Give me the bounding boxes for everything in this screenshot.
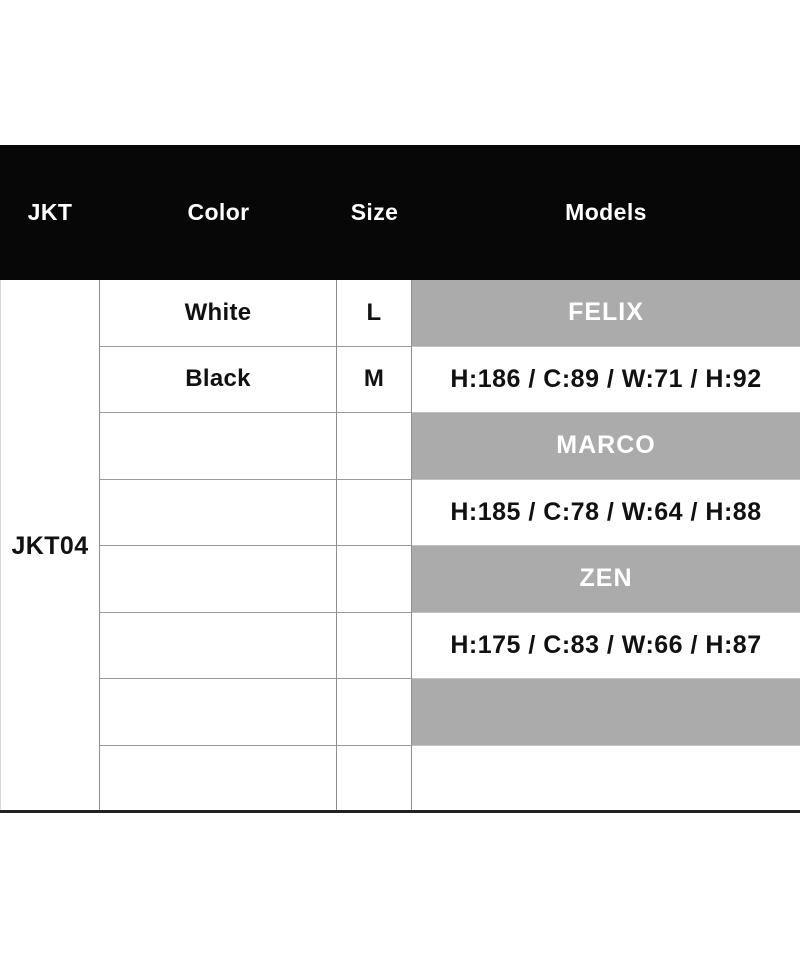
color-cell — [100, 746, 336, 813]
table-bottom-rule — [0, 810, 800, 813]
header-cell-jkt: JKT — [27, 199, 73, 225]
color-cell: White — [100, 280, 336, 347]
models-column — [412, 280, 800, 812]
color-cell: Black — [100, 347, 336, 414]
size-cell — [337, 613, 411, 680]
color-column — [100, 280, 337, 812]
model-measurements: H:186 / C:89 / W:71 / H:92 — [412, 347, 800, 414]
size-cell: M — [337, 347, 411, 414]
size-cell: L — [337, 280, 411, 347]
model-measurements: H:175 / C:83 / W:66 / H:87 — [412, 613, 800, 680]
color-cell — [100, 679, 336, 746]
header-cell-size: Size — [350, 199, 399, 225]
model-name-band: ZEN — [412, 546, 800, 613]
size-cell — [337, 413, 411, 480]
color-cell — [100, 413, 336, 480]
size-column — [337, 280, 412, 812]
product-code-cell: JKT04 — [0, 280, 100, 812]
size-cell — [337, 480, 411, 547]
model-name-band: FELIX — [412, 280, 800, 347]
size-chart-body — [0, 280, 800, 812]
model-measurements: H:185 / C:78 / W:64 / H:88 — [412, 480, 800, 547]
size-cell — [337, 679, 411, 746]
model-measurements — [412, 746, 800, 813]
model-name-band — [412, 679, 800, 746]
size-cell — [337, 746, 411, 813]
header-cell-color: Color — [187, 199, 250, 225]
color-cell — [100, 546, 336, 613]
header-cell-models: Models — [565, 199, 647, 225]
color-cell — [100, 480, 336, 547]
size-chart-header — [0, 145, 800, 280]
model-name-band: MARCO — [412, 413, 800, 480]
size-cell — [337, 546, 411, 613]
color-cell — [100, 613, 336, 680]
